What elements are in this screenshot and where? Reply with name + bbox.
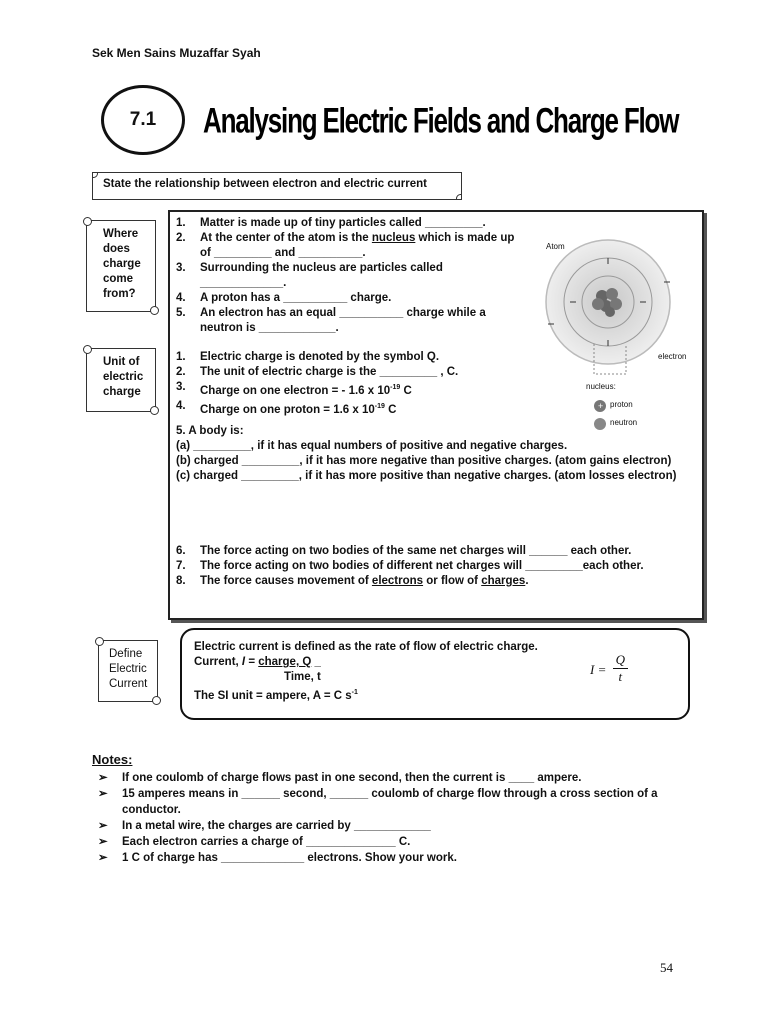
- bullet-arrow-icon: ➢: [98, 836, 108, 848]
- list-item: ➢ 15 amperes means in ______ second, ______ coulomb of charge flow through a cross section of a conductor.: [98, 788, 658, 816]
- list-item: 2. At the center of the atom is the nucleus which is made up of _________ and __________.: [176, 232, 515, 259]
- nucleus-label: nucleus:: [586, 382, 616, 391]
- list-item: ➢ Each electron carries a charge of ______________ C.: [98, 836, 411, 848]
- page-number: 54: [660, 960, 673, 975]
- definition-current: Current, I = charge, Q _: [194, 656, 321, 668]
- list-item: 4. A proton has a __________ charge.: [176, 292, 392, 304]
- objective-banner: State the relationship between electron and electric current: [92, 172, 462, 200]
- list-item: ➢ In a metal wire, the charges are carried by ____________: [98, 820, 431, 832]
- sidebar-unit-charge: Unit of electric charge: [86, 348, 156, 412]
- proton-label: proton: [610, 400, 633, 409]
- bullet-arrow-icon: ➢: [98, 852, 108, 864]
- definition-time: Time, t: [284, 671, 321, 683]
- bullet-arrow-icon: ➢: [98, 820, 108, 832]
- definition-si-unit: The SI unit = ampere, A = C $s^{-1}$: [194, 689, 358, 702]
- list-forces: [176, 544, 696, 589]
- definition-box: [180, 628, 690, 720]
- sidebar-define-current: Define Electric Current: [98, 640, 158, 702]
- page-title: Analysing Electric Fields and Charge Flow: [203, 100, 679, 141]
- list-item: 3. Surrounding the nucleus are particles called _____________.: [176, 262, 443, 289]
- atom-label: Atom: [546, 242, 565, 251]
- svg-text:+: +: [598, 401, 604, 411]
- list-item: 3. Charge on one electron = - 1.6 x $10^{-19}$ C: [176, 381, 412, 397]
- list-charge-units: [176, 350, 536, 418]
- bullet-arrow-icon: ➢: [98, 772, 108, 784]
- electron-label: electron: [658, 352, 687, 361]
- list-item: 5. An electron has an equal __________ charge while a neutron is ____________.: [176, 307, 486, 334]
- body-charge-states: 5. A body is: (a) _________, if it has equal numbers of positive and negative charges. (b) charged _________, if it has more negative than positive charges. (atom gains electron) (c) charged _________, if it has more positive than negative charges. (atom losses electron): [176, 425, 677, 482]
- bullet-arrow-icon: ➢: [98, 788, 108, 800]
- notes-title: Notes:: [92, 752, 133, 767]
- list-item: ➢ 1 C of charge has _____________ electrons. Show your work.: [98, 852, 457, 864]
- list-item: 4. Charge on one proton = 1.6 x $10^{-19}$ C: [176, 399, 397, 416]
- main-content-box: [168, 210, 704, 620]
- current-formula: I = $\frac{Q}{t}$: [590, 652, 628, 685]
- list-atoms: [176, 216, 516, 336]
- section-number: 7.1: [101, 85, 185, 155]
- list-item: 1. Matter is made up of tiny particles called _________.: [176, 217, 486, 229]
- list-item: 7. The force acting on two bodies of different net charges will _________each other.: [176, 560, 644, 572]
- list-item: ➢ If one coulomb of charge flows past in one second, then the current is ____ ampere.: [98, 772, 582, 784]
- definition-line: Electric current is defined as the rate of flow of electric charge.: [194, 641, 538, 653]
- list-item: 1. Electric charge is denoted by the symbol Q.: [176, 351, 440, 363]
- list-item: 8. The force causes movement of electrons or flow of charges.: [176, 575, 529, 587]
- list-item: 2. The unit of electric charge is the _________ , C.: [176, 366, 459, 378]
- neutron-label: neutron: [610, 418, 638, 427]
- notes-list: [98, 770, 658, 866]
- sidebar-where-charge: Where does charge come from?: [86, 220, 156, 312]
- list-item: 6. The force acting on two bodies of the same net charges will ______ each other.: [176, 545, 632, 557]
- school-name: Sek Men Sains Muzaffar Syah: [92, 46, 261, 60]
- atom-diagram: [540, 234, 690, 454]
